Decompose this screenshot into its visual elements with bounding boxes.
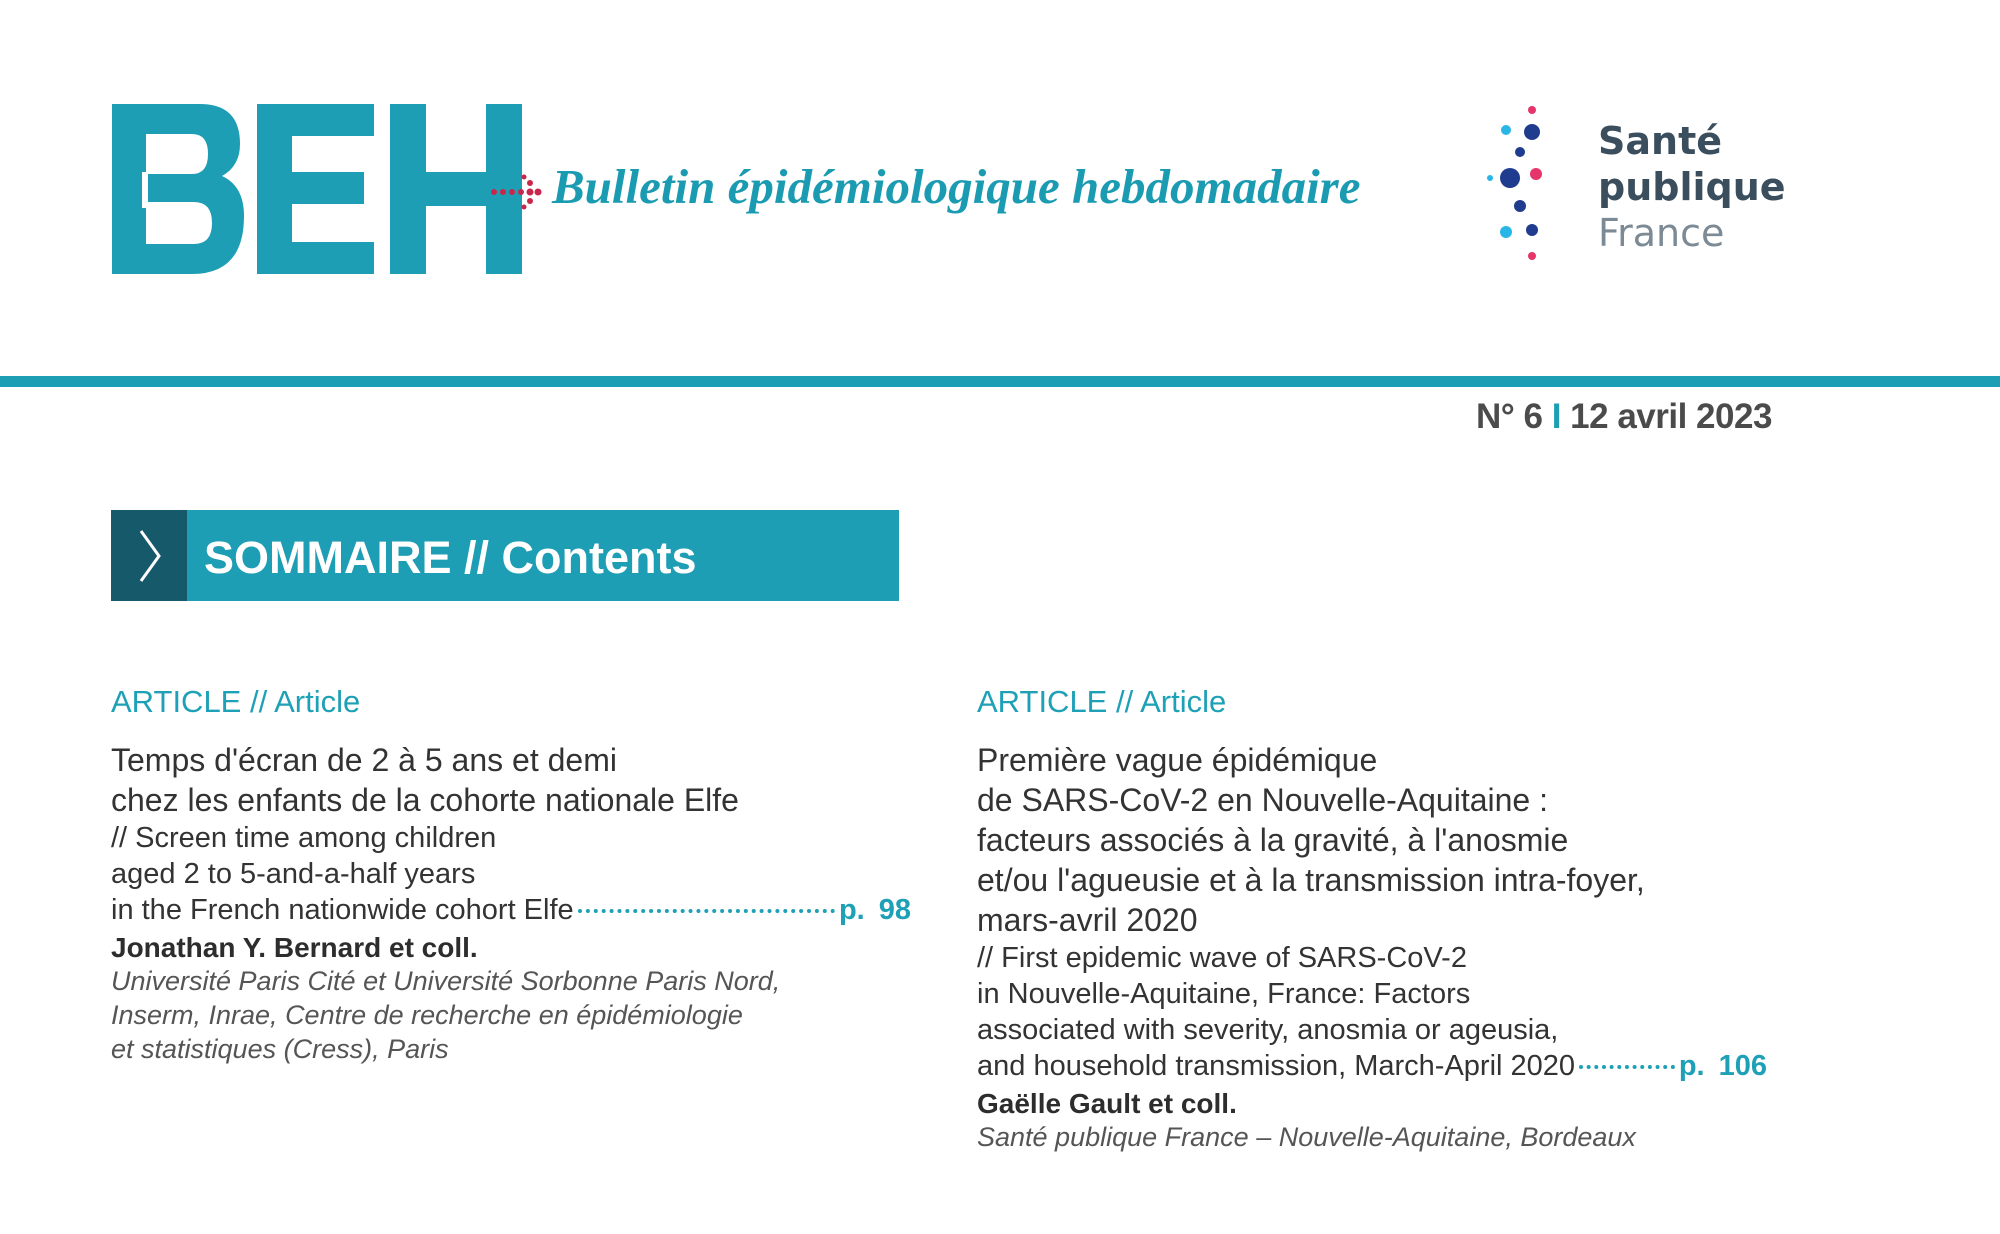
article-title-en[interactable] [111, 820, 911, 928]
title-fr-line: et/ou l'agueusie et à la transmission intra-foyer, [977, 862, 1645, 898]
issue-separator: I [1551, 397, 1561, 436]
title-fr-line: facteurs associés à la gravité, à l'anosmie [977, 822, 1569, 858]
title-en-line: // First epidemic wave of SARS-CoV-2 [977, 942, 1467, 974]
header-divider [0, 376, 2000, 387]
article-author: Jonathan Y. Bernard et coll. [111, 932, 478, 963]
page-reference[interactable] [839, 892, 911, 928]
title-fr-line: Temps d'écran de 2 à 5 ans et demi [111, 742, 617, 778]
spf-logo-text [1598, 118, 1786, 256]
article-title-fr[interactable] [111, 740, 911, 820]
sommaire-banner [111, 510, 899, 601]
issue-number: N° 6 [1476, 397, 1543, 436]
sommaire-chevron-box [111, 510, 187, 601]
title-en-line: aged 2 to 5-and-a-half years [111, 858, 476, 890]
affiliation-line: Santé publique France – Nouvelle-Aquitaine, Bordeaux [977, 1122, 1636, 1152]
article-entry[interactable] [977, 684, 1777, 1154]
page-reference-line [111, 892, 911, 928]
beh-arrow-icon [488, 172, 550, 212]
title-en-line: associated with severity, anosmia or ageusia, [977, 1014, 1559, 1046]
spf-line1: Santé [1598, 119, 1723, 163]
page-reference[interactable] [1679, 1048, 1767, 1084]
page-prefix: p. [1678, 1050, 1705, 1082]
page-prefix: p. [838, 894, 865, 926]
title-en-line: and household transmission, March-April 2020 [977, 1050, 1576, 1082]
title-fr-line: chez les enfants de la cohorte nationale Elfe [111, 782, 739, 818]
title-en-line: // Screen time among children [111, 822, 497, 854]
title-en-line: in the French nationwide cohort Elfe [111, 894, 574, 926]
spf-line3: France [1598, 211, 1725, 255]
article-title-fr[interactable] [977, 740, 1777, 940]
publication-title: Bulletin épidémiologique hebdomadaire [552, 159, 1361, 214]
article-title-en[interactable] [977, 940, 1777, 1084]
article-entry[interactable] [111, 684, 911, 1066]
page-number: 98 [878, 894, 911, 926]
chevron-right-icon [137, 529, 163, 583]
issue-date: 12 avril 2023 [1570, 397, 1772, 436]
title-fr-line: mars-avril 2020 [977, 902, 1198, 938]
affiliation-line: Université Paris Cité et Université Sorbonne Paris Nord, [111, 966, 781, 996]
dot-leader [1579, 1065, 1675, 1069]
article-author: Gaëlle Gault et coll. [977, 1088, 1237, 1119]
title-fr-line: Première vague épidémique [977, 742, 1378, 778]
page-number: 106 [1718, 1050, 1767, 1082]
sommaire-title: SOMMAIRE // Contents [204, 532, 697, 583]
title-en-line: in Nouvelle-Aquitaine, France: Factors [977, 978, 1471, 1010]
beh-logo [112, 104, 524, 274]
article-affiliation [977, 1120, 1777, 1154]
dot-leader [578, 909, 835, 913]
spf-line2: publique [1598, 165, 1786, 209]
affiliation-line: et statistiques (Cress), Paris [111, 1034, 449, 1064]
page-reference-line [977, 1048, 1767, 1084]
affiliation-line: Inserm, Inrae, Centre de recherche en épidémiologie [111, 1000, 743, 1030]
article-affiliation [111, 964, 911, 1066]
issue-info [1476, 397, 1772, 437]
title-fr-line: de SARS-CoV-2 en Nouvelle-Aquitaine : [977, 782, 1548, 818]
spf-dots-icon [1486, 104, 1546, 264]
article-kicker: ARTICLE // Article [111, 684, 361, 719]
article-kicker: ARTICLE // Article [977, 684, 1227, 719]
